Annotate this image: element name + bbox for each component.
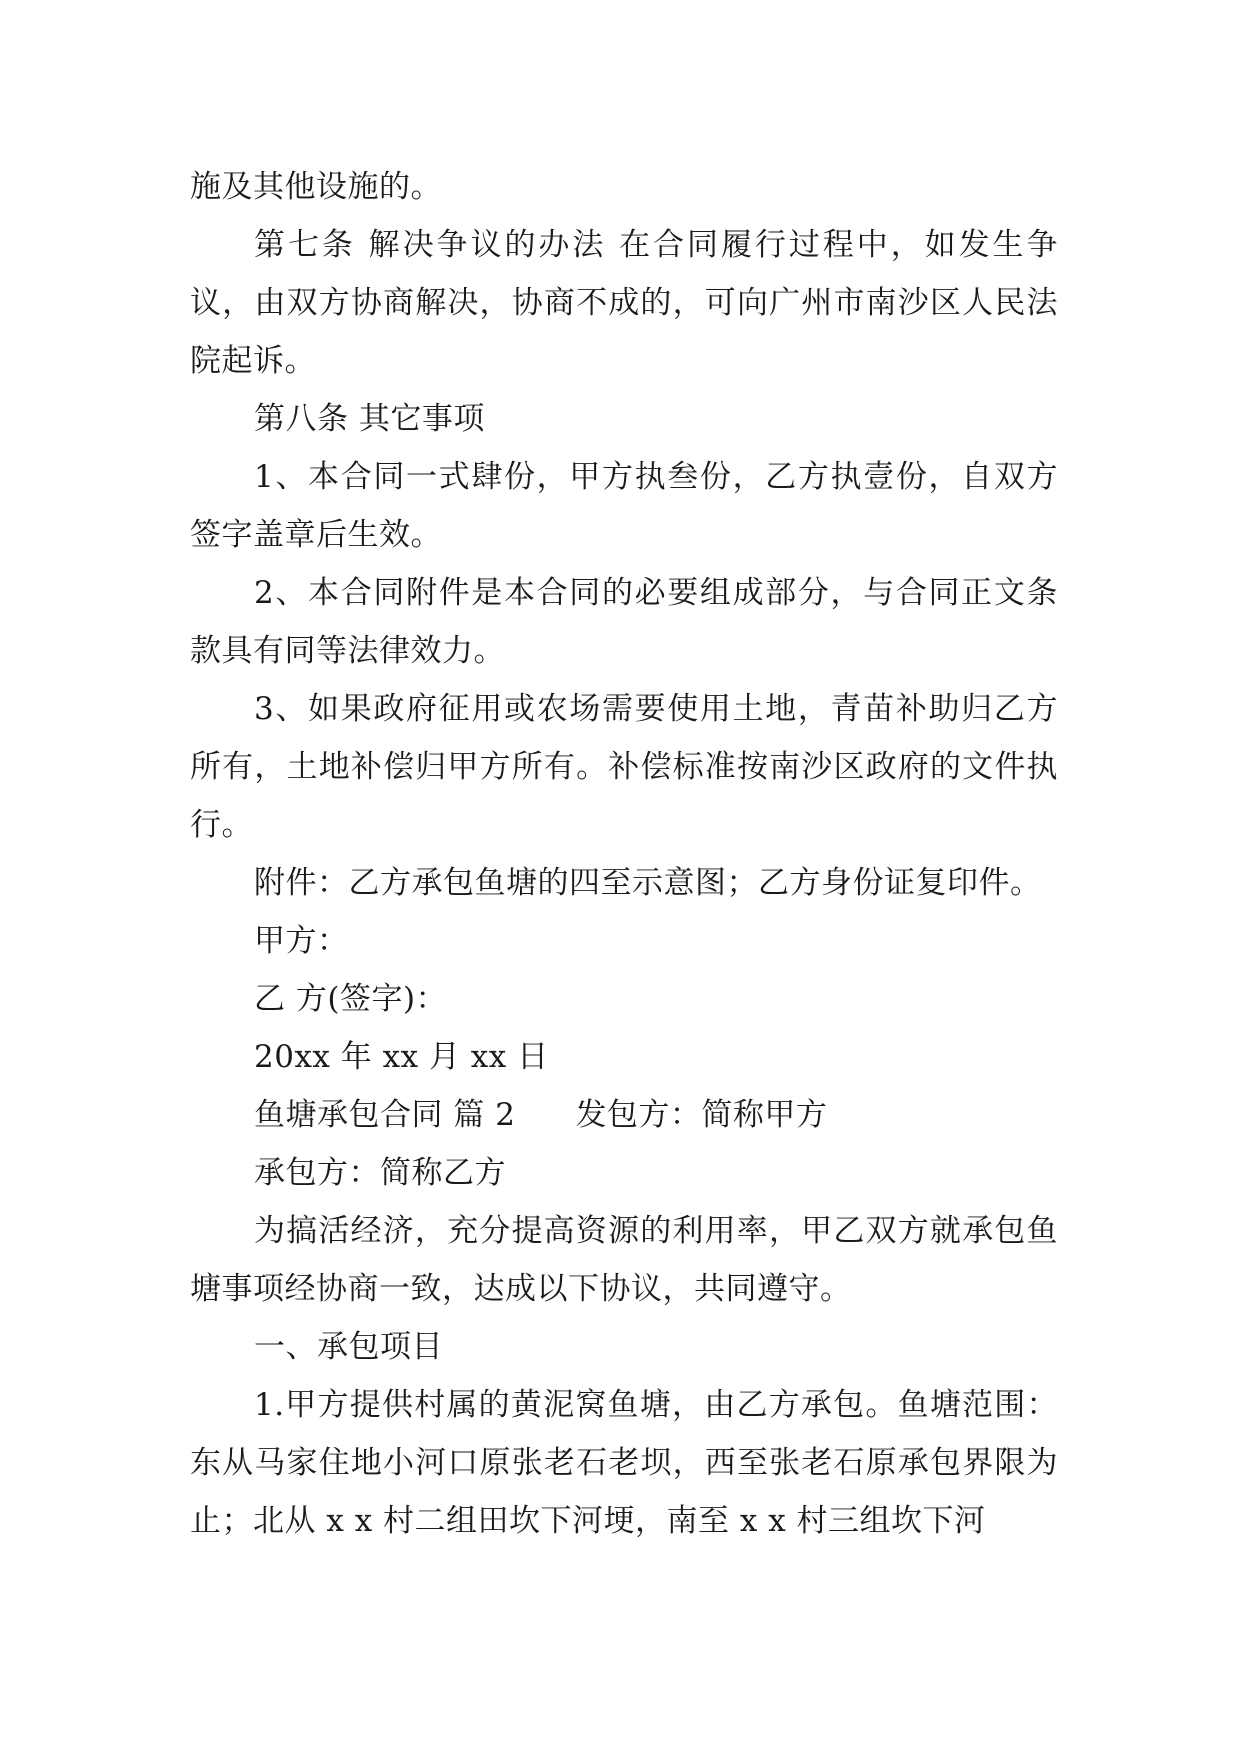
contracting-party-b: 承包方：简称乙方 <box>254 1155 506 1191</box>
heading-article-8: 第八条 其它事项 <box>254 401 485 437</box>
paragraph-item-1: 1.甲方提供村属的黄泥窝鱼塘，由乙方承包。鱼塘范围：东从马家住地小河口原张老石老坝，西至张老石原承包界限为止；北从 x x 村二组田坎下河埂，南至 x x 村三组坎下河 <box>190 1387 1058 1539</box>
paragraph-article-7: 第七条 解决争议的办法 在合同履行过程中，如发生争议，由双方协商解决，协商不成的，可向广州市南沙区人民法院起诉。 <box>190 227 1058 379</box>
heading-section-1: 一、承包项目 <box>254 1329 443 1365</box>
contract-title: 鱼塘承包合同 篇 2 <box>254 1097 516 1133</box>
signature-date: 20xx 年 xx 月 xx 日 <box>254 1039 549 1075</box>
paragraph-clause-1: 1、本合同一式肆份，甲方执叁份，乙方执壹份，自双方签字盖章后生效。 <box>190 459 1058 553</box>
document-body <box>190 158 1058 1550</box>
paragraph-clause-2: 2、本合同附件是本合同的必要组成部分，与合同正文条款具有同等法律效力。 <box>190 575 1058 669</box>
signature-party-a: 甲方： <box>254 923 349 959</box>
paragraph-clause-3: 3、如果政府征用或农场需要使用土地，青苗补助归乙方所有，土地补偿归甲方所有。补偿标准按南沙区政府的文件执行。 <box>190 691 1058 843</box>
contract-title-line <box>190 1086 1058 1144</box>
paragraph-preamble: 为搞活经济，充分提高资源的利用率，甲乙双方就承包鱼塘事项经协商一致，达成以下协议，共同遵守。 <box>190 1213 1058 1307</box>
paragraph-attachment: 附件：乙方承包鱼塘的四至示意图；乙方身份证复印件。 <box>254 865 1042 901</box>
paragraph: 施及其他设施的。 <box>190 169 442 205</box>
contracting-party-a: 发包方：简称甲方 <box>575 1097 828 1133</box>
signature-party-b: 乙 方(签字)： <box>254 981 448 1017</box>
